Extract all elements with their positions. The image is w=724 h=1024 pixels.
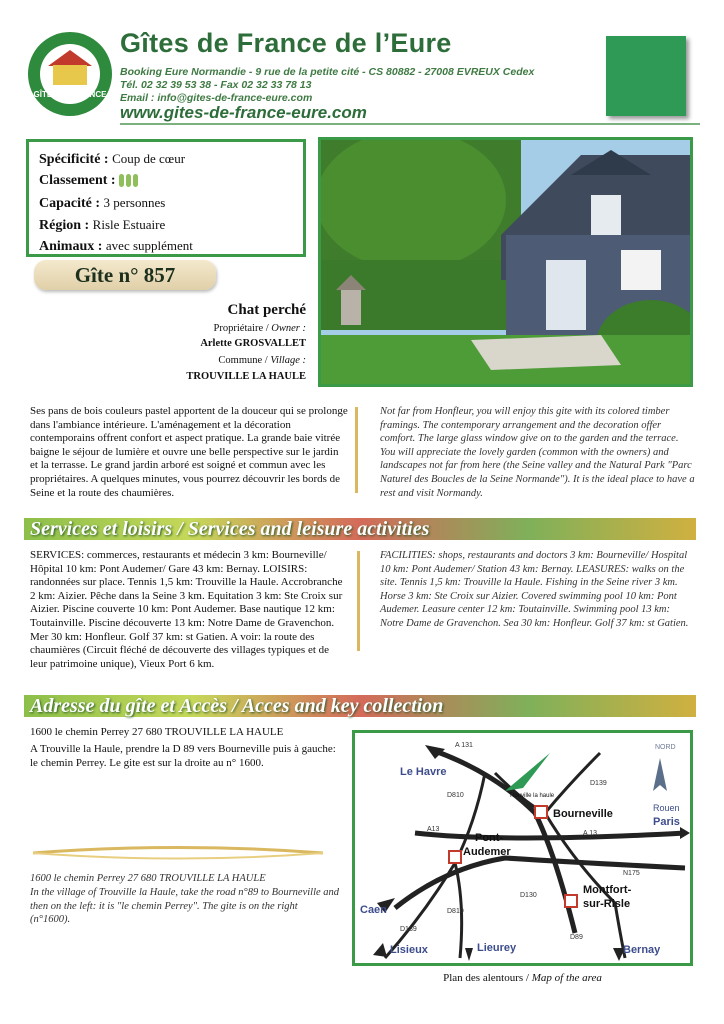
gite-number-banner — [34, 260, 216, 290]
map-road-a13-east: A 13 — [583, 830, 598, 837]
classement-row — [39, 173, 140, 189]
wheat-icon — [133, 174, 138, 187]
description-en: Not far from Honfleur, you will enjoy this gite with its colored timber framings. The contemporary arrangement and the decoration offer comfort. The large glass window give on to the garden and the terrace. You will appreciate the lovely garden (common with the owners) and landscapes not far from here (the Seine valley and the Natural Park "Parc Naturel des Boucles de la Seine Normande"). It is the ideal place to have a rest and visit Normandy. — [380, 406, 695, 499]
region-row — [39, 217, 165, 234]
owner-label-fr: Propriétaire — [213, 323, 264, 334]
map-label-lisieux: Lisieux — [390, 944, 428, 956]
commune-label-fr: Commune — [218, 355, 263, 366]
map-road-d810: D810 — [447, 792, 464, 799]
map-label-sur-risle: sur-Risle — [583, 898, 631, 910]
animaux-row — [39, 238, 193, 255]
access-band — [24, 695, 696, 717]
description-fr: Ses pans de bois couleurs pastel apportent de la douceur qui se prolonge dans l'ambiance intérieure. L'aménagement et la décoration contemporains offrent confort et aspect pratique. La grande baie vitrée baigne le séjour de lumière et ouvre une belle perspective sur le jardin et la terrasse. Le grand jardin arboré est soigné et commun avec les propriétaires. A quelques minutes, vous pourrez découvrir les bords de Seine et la route des chaumières. — [30, 405, 348, 499]
gite-number: Gîte n° 857 — [74, 263, 176, 287]
map-label-caen: Caen — [360, 904, 387, 916]
phone-fax: Tél. 02 32 39 53 38 - Fax 02 32 33 78 13 — [120, 79, 312, 91]
owner-name: Arlette GROSVALLET — [200, 338, 306, 349]
wheat-horizontal-icon — [28, 844, 328, 862]
commune-label-en: Village : — [270, 355, 306, 366]
owner-label: Propriétaire / Owner : — [213, 323, 306, 334]
wheat-icon — [119, 174, 124, 187]
capacite-value: 3 personnes — [103, 195, 166, 210]
map-label-rouen: Rouen — [653, 803, 680, 813]
specificite-label: Spécificité : — [39, 152, 109, 167]
header-divider — [120, 123, 700, 125]
map-label-bourneville: Bourneville — [553, 808, 613, 820]
capacite-label: Capacité : — [39, 196, 101, 211]
commune-label: Commune / Village : — [218, 355, 306, 366]
specificite-value: Coup de cœur — [112, 151, 186, 166]
animaux-value: avec supplément — [105, 238, 193, 253]
gite-name: Chat perché — [227, 302, 306, 318]
map-road-d139: D139 — [590, 780, 607, 787]
map-road-n175: N175 — [623, 870, 640, 877]
map-label-montfort: Montfort- — [583, 884, 632, 896]
classement-wheat-icons — [119, 173, 140, 189]
owner-label-en: Owner : — [271, 323, 306, 334]
map-road-d89: D89 — [570, 934, 583, 941]
map-road-a131: A 131 — [455, 742, 473, 749]
specificite-row — [39, 151, 185, 168]
map-label-lieurey: Lieurey — [477, 942, 517, 954]
services-en: FACILITIES: shops, restaurants and doctors 3 km: Bourneville/ Hospital 10 km: Pont Audemer/ Station 43 km: Bernay. LEASURES: walks on the site. Tennis 1,5 km: Trouville la Haule. Fishing in the Seine river 3 km. Horse 3 km: Ste Croix sur Aizier. Covered swimming pool 10 km: Pont Audemer. Leasure center 12 km: Toutainville. Swimming pool 13 km: Notre Dame de Gravenchon. Sea 30 km: Honfleur. Golf 37 km: st Gatien. — [380, 550, 689, 629]
map-caption: Plan des alentours / Map of the area — [443, 972, 602, 984]
capacite-row — [39, 195, 165, 212]
access-address-en: 1600 le chemin Perrey 27 680 TROUVILLE LA HAULE — [30, 873, 266, 884]
map-caption-fr: Plan des alentours — [443, 972, 524, 984]
map-label-le-havre: Le Havre — [400, 766, 447, 778]
map-road-a13: A13 — [427, 826, 440, 833]
map-label-pont: Pont- — [475, 832, 504, 844]
map-label-trouville: Trouville la haule — [509, 793, 555, 799]
map-label-paris: Paris — [653, 816, 680, 828]
commune-name: TROUVILLE LA HAULE — [186, 371, 306, 382]
gites-de-france-logo — [28, 32, 112, 116]
wheat-divider-icon — [357, 551, 372, 651]
access-directions-en: In the village of Trouville la Haule, take the road n°89 to Bourneville and then on the left: it is "le chemin Perrey". The gite is on the right (n°1600). — [30, 887, 340, 926]
map-road-d139-south: D139 — [400, 926, 417, 933]
map-north-label: NORD — [655, 744, 676, 751]
wheat-divider-icon — [355, 407, 370, 493]
gite-photo — [318, 137, 693, 387]
email[interactable]: Email : info@gites-de-france-eure.com — [120, 92, 313, 104]
access-address-fr: 1600 le chemin Perrey 27 680 TROUVILLE LA HAULE — [30, 726, 284, 738]
map-label-bernay: Bernay — [623, 944, 661, 956]
map-road-d130: D130 — [520, 892, 537, 899]
services-band — [24, 518, 696, 540]
website-link[interactable]: www.gites-de-france-eure.com — [120, 103, 367, 122]
area-map — [352, 730, 693, 966]
region-value: Risle Estuaire — [92, 217, 166, 232]
map-caption-en: Map of the area — [531, 972, 602, 984]
animaux-label: Animaux : — [39, 239, 103, 254]
page-title: Gîtes de France de l’Eure — [120, 28, 452, 58]
services-fr: SERVICES: commerces, restaurants et médecin 3 km: Bourneville/ Hôpital 10 km: Pont Audemer/ Gare 43 km: Bernay. LOISIRS: randonnées sur place. Tennis 1,5 km: Trouville la Haule. Accrobranche 2 km: Aizier. Pêche dans la Seine 3 km. Equitation 3 km: Ste Croix sur Aizier. Piscine couverte 10 km: Pont Audemer. Base nautique 12 km: Toutainville. Piscine découverte 13 km: Notre Dame de Gravenchon. Mer 30 km: Honfleur. Golf 37 km: st Gatien. A voir: la route des chaumières (Circuit fléché de découverte des villages typiques et de leur patrimoine unique), Vieux Port 6 km. — [30, 549, 343, 670]
wheat-icon — [126, 174, 131, 187]
green-square — [606, 36, 686, 116]
map-label-audemer: Audemer — [463, 846, 511, 858]
map-road-d810-south: D810 — [447, 908, 464, 915]
logo-text: GÎTES DE FRANCE — [33, 90, 107, 99]
region-label: Région : — [39, 218, 90, 233]
house-garden-illustration — [321, 140, 690, 384]
access-directions-fr: A Trouville la Haule, prendre la D 89 vers Bourneville puis à gauche: le chemin Perrey. Le gite est sur la droite au n° 1600. — [30, 743, 336, 769]
services-band-title: Services et loisirs / Services and leisure activities — [30, 518, 430, 540]
map-drawing — [355, 733, 690, 963]
info-box — [26, 139, 306, 257]
booking-address: Booking Eure Normandie - 9 rue de la petite cité - CS 80882 - 27008 EVREUX Cedex — [120, 66, 535, 78]
classement-label: Classement : — [39, 173, 116, 188]
access-band-title: Adresse du gîte et Accès / Acces and key collection — [30, 695, 444, 717]
